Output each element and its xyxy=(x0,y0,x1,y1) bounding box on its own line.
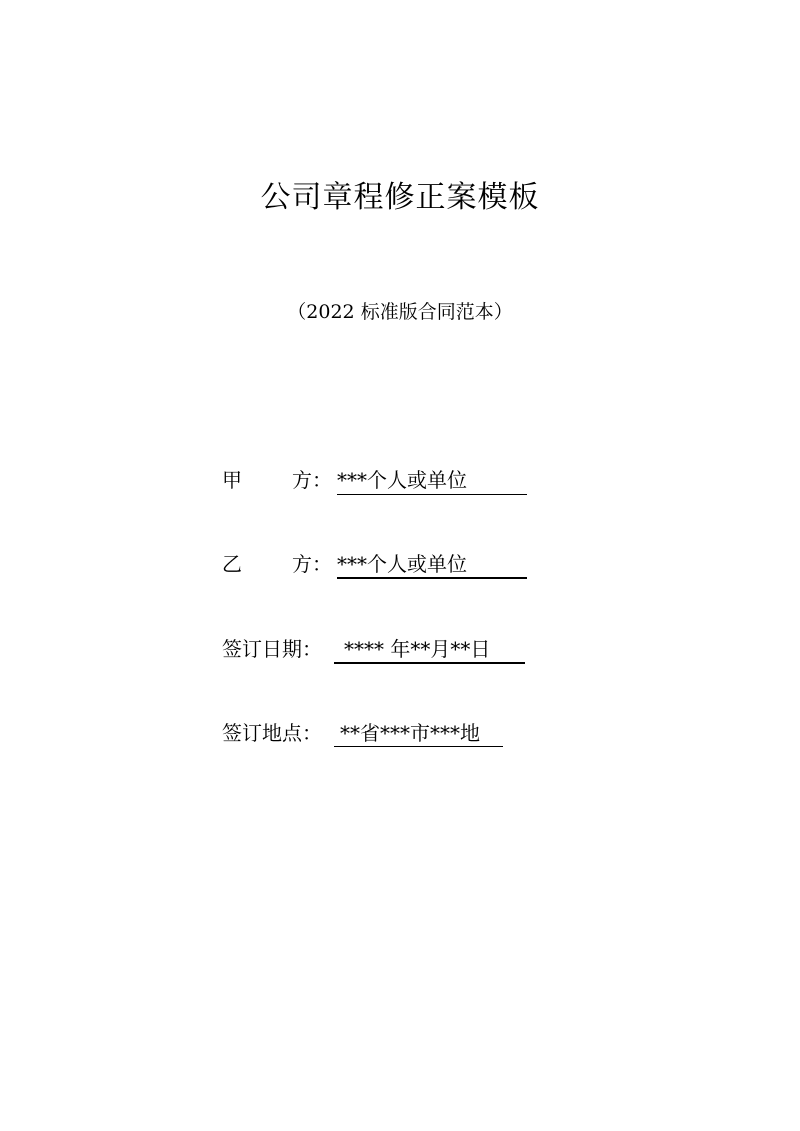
sign-date-field xyxy=(222,632,532,666)
sign-place-value: **省***市***地 xyxy=(340,721,480,745)
party-a-label-second: 方： xyxy=(292,468,332,492)
sign-place-label: 签订地点： xyxy=(222,721,322,745)
party-a-underline xyxy=(337,494,527,495)
party-b-label-first: 乙 xyxy=(222,552,242,576)
party-b-field xyxy=(222,547,532,581)
document-title: 公司章程修正案模板 xyxy=(260,180,540,215)
party-b-label-second: 方： xyxy=(292,552,332,576)
sign-place-field xyxy=(222,716,532,750)
party-b-underline xyxy=(337,577,527,579)
sign-date-value: **** 年**月**日 xyxy=(344,637,491,661)
party-a-value: ***个人或单位 xyxy=(337,468,467,492)
sign-date-underline xyxy=(334,662,525,664)
sign-place-underline xyxy=(334,746,503,747)
party-b-value: ***个人或单位 xyxy=(337,552,467,576)
party-a-field xyxy=(222,463,532,497)
party-a-label-first: 甲 xyxy=(222,468,242,492)
document-subtitle: （2022 标准版合同范本） xyxy=(287,301,513,323)
sign-date-label: 签订日期： xyxy=(222,637,322,661)
